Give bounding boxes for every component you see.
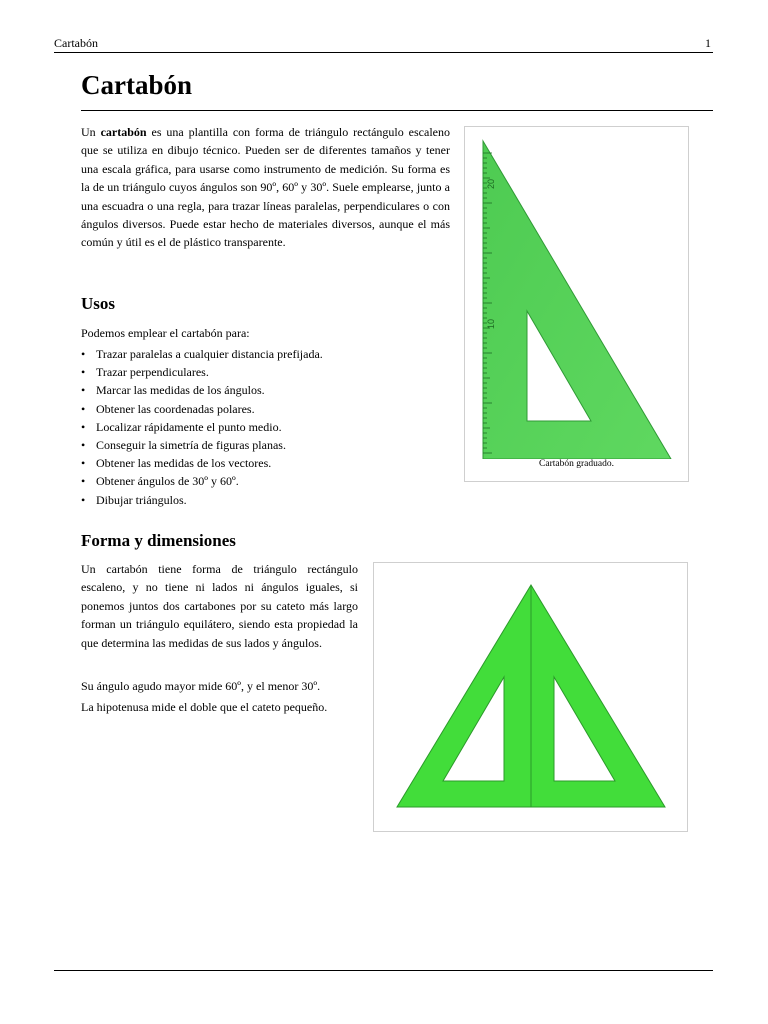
section-heading-usos: Usos xyxy=(81,294,116,313)
title-rule xyxy=(81,110,713,111)
bullet-icon: • xyxy=(81,456,86,471)
equilateral-triangle-image xyxy=(394,583,666,809)
usos-intro: Podemos emplear el cartabón para: xyxy=(81,326,250,340)
running-header-title: Cartabón xyxy=(54,36,98,50)
page-title: Cartabón xyxy=(81,70,193,100)
list-item-text: Conseguir la simetría de figuras planas. xyxy=(96,437,286,452)
list-item xyxy=(81,454,323,472)
bullet-icon: • xyxy=(81,474,86,489)
scale-label-10: 10 xyxy=(486,318,496,329)
list-item-text: Trazar perpendiculares. xyxy=(96,365,209,380)
list-item xyxy=(81,491,323,509)
footer-rule xyxy=(54,970,713,971)
graduated-set-square-image xyxy=(479,139,675,459)
section-heading-forma: Forma y dimensiones xyxy=(81,531,236,550)
scale-label-20: 20 xyxy=(486,178,496,189)
list-item xyxy=(81,381,323,399)
intro-lead: Un xyxy=(81,125,101,139)
bullet-icon: • xyxy=(81,347,86,361)
list-item xyxy=(81,400,323,418)
list-item-text: Obtener las coordenadas polares. xyxy=(96,401,255,416)
list-item xyxy=(81,363,323,381)
bullet-icon: • xyxy=(81,437,86,452)
forma-paragraph-2: Su ángulo agudo mayor mide 60º, y el menor 30º. xyxy=(81,679,321,693)
running-header xyxy=(54,34,713,53)
list-item xyxy=(81,418,323,436)
uses-list xyxy=(81,345,323,509)
list-item-text: Dibujar triángulos. xyxy=(96,492,187,507)
list-item xyxy=(81,436,323,454)
figure-graduated-set-square xyxy=(464,126,689,482)
bullet-icon: • xyxy=(81,401,86,416)
bullet-icon: • xyxy=(81,383,86,398)
list-item xyxy=(81,345,323,363)
forma-paragraph-3: La hipotenusa mide el doble que el cateto pequeño. xyxy=(81,700,328,714)
list-item-text: Marcar las medidas de los ángulos. xyxy=(96,383,265,398)
forma-paragraph-1: Un cartabón tiene forma de triángulo rectángulo escaleno, y no tiene ni lados ni ángulos iguales, si ponemos juntos dos cartabones por su cateto más largo forman un triángulo equilátero, siendo esta propiedad la que determina las medidas de sus lados y ángulos. xyxy=(81,562,358,650)
list-item-text: Trazar paralelas a cualquier distancia prefijada. xyxy=(96,347,323,361)
intro-paragraph xyxy=(81,123,450,252)
bullet-icon: • xyxy=(81,365,86,380)
bullet-icon: • xyxy=(81,419,86,434)
figure-caption: Cartabón graduado. xyxy=(539,459,614,469)
list-item-text: Localizar rápidamente el punto medio. xyxy=(96,419,282,434)
list-item xyxy=(81,472,323,490)
page-number: 1 xyxy=(705,36,711,50)
figure-equilateral-set-squares xyxy=(373,562,688,832)
bullet-icon: • xyxy=(81,492,86,507)
list-item-text: Obtener ángulos de 30º y 60º. xyxy=(96,474,239,489)
intro-rest: es una plantilla con forma de triángulo rectángulo escaleno que se utiliza en dibujo técnico. Pueden ser de diferentes tamaños y tener una escala gráfica, para usarse como instrumento de medición. Su forma es la de un triángulo cuyos ángulos son 90º, 60º y 30º. Suele emplearse, junto a una escuadra o una regla, para trazar líneas paralelas, perpendiculares o con ángulos diversos. Puede estar hecho de materiales diversos, aunque el más común y útil es el de plástico transparente. xyxy=(81,125,450,250)
intro-bold-term: cartabón xyxy=(100,125,147,139)
list-item-text: Obtener las medidas de los vectores. xyxy=(96,456,272,471)
